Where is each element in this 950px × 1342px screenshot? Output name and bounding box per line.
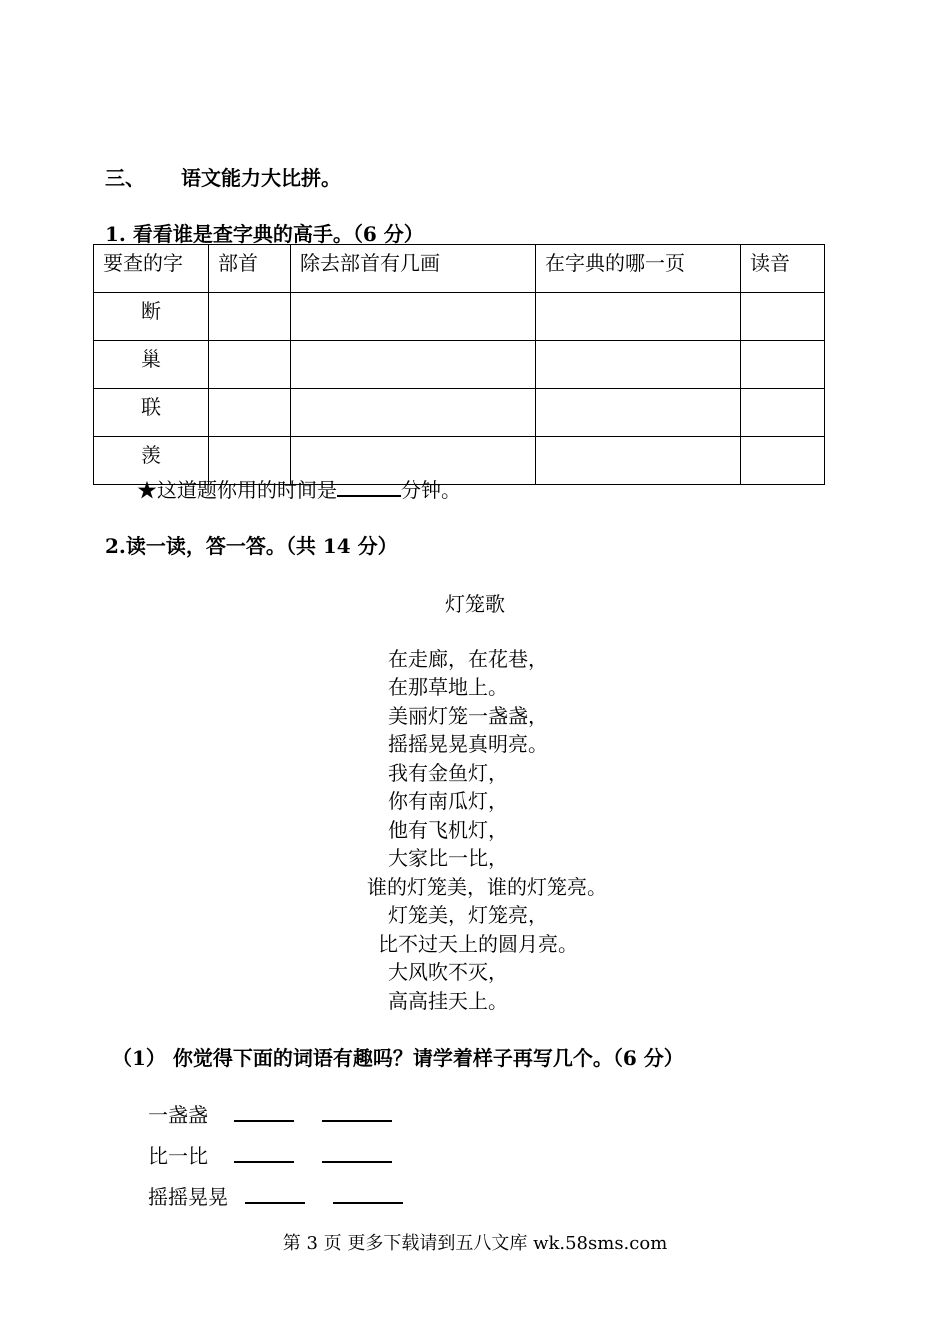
poem-line: 大家比一比，	[388, 846, 508, 870]
example-word: 比一比	[148, 1144, 208, 1168]
answer-blank[interactable]	[234, 1143, 294, 1163]
example-word: 一盏盏	[148, 1103, 208, 1127]
answer-blank[interactable]	[322, 1143, 392, 1163]
poem-title: 灯笼歌	[445, 592, 505, 616]
answer-blank[interactable]	[234, 1102, 294, 1122]
question-1-title: 1. 看看谁是查字典的高手。（6 分）	[105, 222, 424, 246]
header-pronunciation: 读音	[741, 245, 825, 293]
header-strokes: 除去部首有几画	[291, 245, 536, 293]
answer-cell[interactable]	[291, 389, 536, 437]
poem-line: 在走廊，在花巷，	[388, 647, 548, 671]
answer-blank[interactable]	[322, 1102, 392, 1122]
answer-cell[interactable]	[741, 437, 825, 485]
time-blank[interactable]	[337, 477, 401, 497]
poem-line: 比不过天上的圆月亮。	[378, 932, 578, 956]
poem-line: 摇摇晃晃真明亮。	[388, 732, 548, 756]
answer-cell[interactable]	[209, 389, 291, 437]
header-radical: 部首	[209, 245, 291, 293]
poem-line: 我有金鱼灯，	[388, 761, 508, 785]
time-note-prefix: ★这道题你用的时间是	[137, 478, 337, 502]
answer-cell[interactable]	[291, 341, 536, 389]
time-note	[137, 474, 461, 503]
example-word: 摇摇晃晃	[148, 1185, 228, 1209]
example-row	[148, 1181, 403, 1210]
section-title: 语文能力大比拼。	[181, 166, 341, 190]
dictionary-lookup-table	[93, 244, 825, 485]
answer-cell[interactable]	[741, 341, 825, 389]
poem-line: 灯笼美，灯笼亮，	[388, 903, 548, 927]
table-row	[94, 389, 825, 437]
table-header-row	[94, 245, 825, 293]
row-char: 断	[94, 293, 209, 341]
answer-cell[interactable]	[741, 293, 825, 341]
example-row	[148, 1140, 392, 1169]
answer-blank[interactable]	[333, 1184, 403, 1204]
row-char: 联	[94, 389, 209, 437]
answer-cell[interactable]	[536, 293, 741, 341]
header-page: 在字典的哪一页	[536, 245, 741, 293]
answer-blank[interactable]	[245, 1184, 305, 1204]
answer-cell[interactable]	[536, 389, 741, 437]
section-number: 三、	[105, 166, 145, 190]
answer-cell[interactable]	[209, 341, 291, 389]
time-note-suffix: 分钟。	[401, 478, 461, 502]
table-row	[94, 293, 825, 341]
answer-cell[interactable]	[741, 389, 825, 437]
poem-line: 美丽灯笼一盏盏，	[388, 704, 548, 728]
poem-line: 大风吹不灭，	[388, 960, 508, 984]
answer-cell[interactable]	[291, 293, 536, 341]
poem-line: 你有南瓜灯，	[388, 789, 508, 813]
example-row	[148, 1099, 392, 1128]
answer-cell[interactable]	[209, 293, 291, 341]
poem-line: 他有飞机灯，	[388, 818, 508, 842]
answer-cell[interactable]	[536, 341, 741, 389]
answer-cell[interactable]	[536, 437, 741, 485]
poem-line: 在那草地上。	[388, 675, 508, 699]
poem-line: 谁的灯笼美，谁的灯笼亮。	[367, 875, 607, 899]
section-heading	[105, 162, 341, 191]
header-char: 要查的字	[94, 245, 209, 293]
poem-line: 高高挂天上。	[388, 989, 508, 1013]
row-char: 羡	[94, 437, 209, 485]
table-row	[94, 341, 825, 389]
subquestion-1-title: （1） 你觉得下面的词语有趣吗？请学着样子再写几个。（6 分）	[112, 1046, 684, 1070]
question-2-title: 2.读一读，答一答。（共 14 分）	[105, 534, 398, 558]
page-footer: 第 3 页 更多下载请到五八文库 wk.58sms.com	[282, 1233, 668, 1254]
row-char: 巢	[94, 341, 209, 389]
